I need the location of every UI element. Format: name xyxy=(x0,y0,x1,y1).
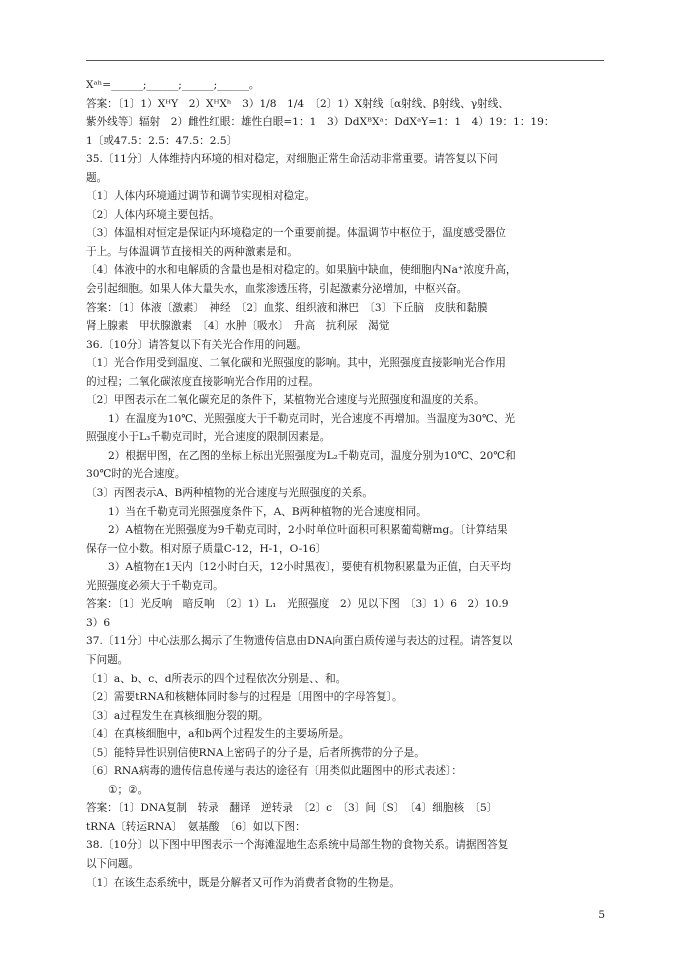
text-line: 〔1〕人体内环境通过调节和调节实现相对稳定。 xyxy=(86,190,316,203)
answer-line: tRNA〔转运RNA〕 氨基酸 〔6〕如以下图： xyxy=(86,820,306,833)
text-line: 〔1〕a、b、c、d所表示的四个过程依次分别是、、和。 xyxy=(86,672,347,685)
question-38-title: 38.〔10分〕以下图中甲图表示一个海滩湿地生态系统中局部生物的食物关系。请据图答复 xyxy=(86,839,509,852)
answer-line: 答案：〔1〕DNA复制 转录 翻译 逆转录 〔2〕c 〔3〕间〔S〕 〔4〕细胞核 〔5〕 xyxy=(86,802,498,815)
text-line: 光照强度必须大于千勒克司。 xyxy=(86,579,224,592)
text-line: 1）在温度为10℃、光照强度大于千勒克司时，光合速度不再增加。当温度为30℃、光 xyxy=(108,412,515,425)
text-line: 的过程；二氧化碳浓度直接影响光合作用的过程。 xyxy=(86,375,320,388)
text-line: ①；②。 xyxy=(108,783,149,796)
text-line: 〔3〕a过程发生在真核细胞分裂的期。 xyxy=(86,709,269,722)
answer-line: 答案：〔1〕1）XᴴY 2）XᴴXʰ 3）1/8 1/4 〔2〕1）X射线〔α射线、β射线、γ射线、 xyxy=(86,97,509,110)
text-line: Xᵃʰ=______;______;______;______。 xyxy=(86,79,260,91)
question-36-title: 36.〔10分〕请答复以下有关光合作用的问题。 xyxy=(86,338,308,351)
answer-line: 答案：〔1〕体液〔激素〕 神经 〔2〕血浆、组织液和淋巴 〔3〕下丘脑 皮肤和黏膜 xyxy=(86,301,488,314)
question-37-title: 37.〔11分〕中心法那么揭示了生物遗传信息由DNA向蛋白质传递与表达的过程。请答复以 xyxy=(86,635,513,648)
answer-line: 紫外线等〕辐射 2）雌性红眼：雄性白眼=1：1 3）DdXᴮXᵃ：DdXᵃY=1：1 4）19：1：19： xyxy=(86,116,555,129)
text-line: 〔3〕体温相对恒定是保证内环境稳定的一个重要前提。体温调节中枢位于，温度感受器位 xyxy=(86,227,506,240)
text-line: 〔4〕在真核细胞中，a和b两个过程发生的主要场所是。 xyxy=(86,728,350,741)
text-line: 保存一位小数。相对原子质量C-12，H-1，O-16〕 xyxy=(86,542,327,555)
text-line: 〔2〕需要tRNA和核糖体同时参与的过程是〔用图中的字母答复〕。 xyxy=(86,691,403,704)
text-line: 下问题。 xyxy=(86,653,129,666)
answer-line: 1〔或47.5：2.5：47.5：2.5〕 xyxy=(86,134,238,147)
text-line: 〔1〕在该生态系统中，既是分解者又可作为消费者食物的生物是。 xyxy=(86,876,400,889)
text-line: 3）A植物在1天内〔12小时白天，12小时黑夜〕，要使有机物积累量为正值，白天平均 xyxy=(108,561,511,574)
text-line: 〔3〕丙图表示A、B两种植物的光合速度与光照强度的关系。 xyxy=(86,487,374,500)
text-line: 30℃时的光合速度。 xyxy=(86,468,186,481)
text-line: 〔5〕能特异性识别信使RNA上密码子的分子是，后者所携带的分子是。 xyxy=(86,746,425,759)
answer-line: 答案：〔1〕光反响 暗反响 〔2〕1）L₁ 光照强度 2）见以下图 〔3〕1）6 2）10.9 xyxy=(86,598,509,611)
text-line: 2）A植物在光照强度为9千勒克司时，2小时单位叶面积可积累葡萄糖mg。〔计算结果 xyxy=(108,524,508,537)
question-35-title: 35.〔11分〕人体维持内环境的相对稳定，对细胞正常生命活动非常重要。请答复以下问 xyxy=(86,153,498,166)
page-number: 5 xyxy=(598,909,605,921)
header-rule xyxy=(86,60,604,61)
text-line: 于上。与体温调节直接相关的两种激素是和。 xyxy=(86,245,298,258)
answer-line: 3）6 xyxy=(86,616,111,629)
text-line: 〔2〕甲图表示在二氧化碳充足的条件下，某植物光合速度与光照强度和温度的关系。 xyxy=(86,394,485,407)
text-line: 以下问题。 xyxy=(86,857,139,870)
text-line: 〔2〕人体内环境主要包括。 xyxy=(86,208,220,221)
text-line: 〔6〕RNA病毒的遗传信息传递与表达的途径有〔用类似此题图中的形式表述〕： xyxy=(86,765,462,778)
document-body xyxy=(86,76,608,892)
text-line: 照强度小于L₃千勒克司时，光合速度的限制因素是。 xyxy=(86,431,331,444)
answer-line: 肾上腺素 甲状腺激素 〔4〕水肿〔吸水〕 升高 抗利尿 渴觉 xyxy=(86,320,390,333)
text-line: 〔4〕体液中的水和电解质的含量也是相对稳定的。如果脑中缺血，使细胞内Na⁺浓度升高， xyxy=(86,264,517,277)
text-line: 1）当在千勒克司光照强度条件下，A、B两种植物的光合速度相同。 xyxy=(108,505,427,518)
text-line: 〔1〕光合作用受到温度、二氧化碳和光照强度的影响。其中，光照强度直接影响光合作用 xyxy=(86,357,506,370)
text-line: 题。 xyxy=(86,171,108,184)
text-line: 2）根据甲图，在乙图的坐标上标出光照强度为L₂千勒克司，温度分别为10℃、20℃和 xyxy=(108,449,516,462)
text-line: 会引起细胞。如果人体大量失水，血浆渗透压将，引起激素分泌增加，中枢兴奋。 xyxy=(86,283,468,296)
